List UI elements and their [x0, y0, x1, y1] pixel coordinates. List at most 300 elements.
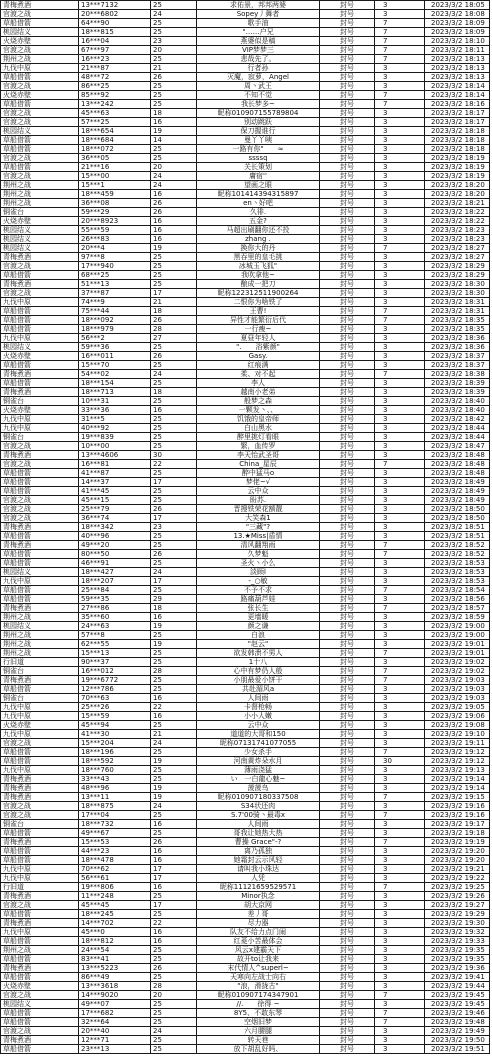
account-cell: 25***26	[79, 703, 151, 712]
table-row	[1, 883, 490, 892]
server-cell: 官渡之战	[1, 991, 79, 1000]
action-cell: 封号	[320, 541, 375, 550]
table-row	[1, 397, 490, 406]
time-cell: 2023/3/2 18:11	[425, 46, 490, 55]
table-row	[1, 784, 490, 793]
days-cell: 3	[375, 82, 425, 91]
time-cell: 2023/3/2 18:09	[425, 28, 490, 37]
level-cell: 26	[151, 550, 197, 559]
server-cell: 官渡之战	[1, 289, 79, 298]
days-cell: 3	[375, 919, 425, 928]
days-cell: 7	[375, 19, 425, 28]
level-cell: 25	[151, 829, 197, 838]
action-cell: 封号	[320, 217, 375, 226]
time-cell: 2023/3/2 18:53	[425, 568, 490, 577]
level-cell: 25	[151, 280, 197, 289]
account-cell: 70***63	[79, 694, 151, 703]
level-cell: 19	[151, 622, 197, 631]
time-cell: 2023/3/2 18:18	[425, 127, 490, 136]
action-cell: 封号	[320, 739, 375, 748]
server-cell: 荆州之战	[1, 181, 79, 190]
server-cell: 草船借箭	[1, 586, 79, 595]
action-cell: 封号	[320, 334, 375, 343]
account-cell: 18***342	[79, 523, 151, 532]
level-cell: 25	[151, 55, 197, 64]
level-cell: 25	[151, 82, 197, 91]
server-cell: 九伐中原	[1, 577, 79, 586]
table-row	[1, 1045, 490, 1054]
time-cell: 2023/3/2 18:52	[425, 541, 490, 550]
account-cell: 15***59	[79, 712, 151, 721]
nickname-cell: 不知不觉	[197, 91, 320, 100]
table-row	[1, 181, 490, 190]
level-cell: 25	[151, 361, 197, 370]
action-cell: 封号	[320, 226, 375, 235]
time-cell: 2023/3/2 19:41	[425, 973, 490, 982]
table-row	[1, 748, 490, 757]
table-row	[1, 658, 490, 667]
action-cell: 封号	[320, 973, 375, 982]
days-cell: 3	[375, 712, 425, 721]
server-cell: 铜雀台	[1, 433, 79, 442]
account-cell: 33***43	[79, 775, 151, 784]
nickname-cell: 庸宿''	[197, 172, 320, 181]
level-cell: 25	[151, 766, 197, 775]
days-cell: 7	[375, 1009, 425, 1018]
nickname-cell: 共赴湄风a	[197, 685, 320, 694]
table-row	[1, 676, 490, 685]
nickname-cell: 盼苏.	[197, 496, 320, 505]
action-cell: 封号	[320, 388, 375, 397]
nickname-cell: S.7'00骑丶最毒x	[197, 811, 320, 820]
time-cell: 2023/3/2 18:53	[425, 577, 490, 586]
days-cell: 3	[375, 955, 425, 964]
action-cell: 封号	[320, 316, 375, 325]
time-cell: 2023/3/2 18:23	[425, 235, 490, 244]
days-cell: 3	[375, 190, 425, 199]
table-row	[1, 118, 490, 127]
nickname-cell: 我长梦多~	[197, 100, 320, 109]
days-cell: 7	[375, 541, 425, 550]
time-cell: 2023/3/2 18:13	[425, 64, 490, 73]
time-cell: 2023/3/2 18:27	[425, 244, 490, 253]
account-cell: 45***15	[79, 496, 151, 505]
server-cell: 九伐中原	[1, 703, 79, 712]
table-body	[1, 1, 490, 1054]
server-cell: 草船借箭	[1, 1009, 79, 1018]
nickname-cell: 空烟旧梦	[197, 1018, 320, 1027]
action-cell: 封号	[320, 640, 375, 649]
level-cell: 25	[151, 748, 197, 757]
level-cell: 24	[151, 172, 197, 181]
server-cell: 九伐中原	[1, 64, 79, 73]
account-cell: 15***204	[79, 739, 151, 748]
server-cell: 官渡之战	[1, 10, 79, 19]
account-cell: 15***13	[79, 649, 151, 658]
server-cell: 九伐中原	[1, 865, 79, 874]
days-cell: 3	[375, 505, 425, 514]
action-cell: 封号	[320, 784, 375, 793]
table-row	[1, 640, 490, 649]
level-cell: 16	[151, 847, 197, 856]
server-cell: 草船借箭	[1, 316, 79, 325]
table-row	[1, 865, 490, 874]
time-cell: 2023/3/2 18:50	[425, 505, 490, 514]
account-cell: 10***00	[79, 442, 151, 451]
account-cell: 41***87	[79, 469, 151, 478]
table-row	[1, 766, 490, 775]
time-cell: 2023/3/2 18:17	[425, 118, 490, 127]
table-row	[1, 685, 490, 694]
account-cell: 49***07	[79, 1000, 151, 1009]
time-cell: 2023/3/2 18:48	[425, 469, 490, 478]
account-cell: 19***839	[79, 433, 151, 442]
table-row	[1, 631, 490, 640]
days-cell: 3	[375, 136, 425, 145]
days-cell: 3	[375, 442, 425, 451]
level-cell: 25	[151, 424, 197, 433]
days-cell: 7	[375, 91, 425, 100]
nickname-cell: zhang .	[197, 235, 320, 244]
level-cell: 16	[151, 928, 197, 937]
level-cell: 26	[151, 208, 197, 217]
level-cell: 16	[151, 820, 197, 829]
nickname-cell: 不予不求	[197, 586, 320, 595]
account-cell: 18***427	[79, 568, 151, 577]
days-cell: 7	[375, 100, 425, 109]
account-cell: 57***25	[79, 118, 151, 127]
server-cell: 铜雀台	[1, 397, 79, 406]
server-cell: 九伐中原	[1, 874, 79, 883]
time-cell: 2023/3/2 19:21	[425, 865, 490, 874]
nickname-cell: en丶好吧	[197, 199, 320, 208]
server-cell: 草船借箭	[1, 478, 79, 487]
server-cell: 草船借箭	[1, 379, 79, 388]
time-cell: 2023/3/2 19:01	[425, 640, 490, 649]
account-cell: 55***59	[79, 226, 151, 235]
nickname-cell: 白浪	[197, 631, 320, 640]
level-cell: 25	[151, 343, 197, 352]
action-cell: 封号	[320, 874, 375, 883]
table-row	[1, 352, 490, 361]
action-cell: 封号	[320, 1000, 375, 1009]
action-cell: 封号	[320, 1, 375, 10]
account-cell: 13***11	[79, 793, 151, 802]
nickname-cell: 卡督枪畅	[197, 703, 320, 712]
table-row	[1, 442, 490, 451]
level-cell: 18	[151, 109, 197, 118]
action-cell: 封号	[320, 478, 375, 487]
action-cell: 封号	[320, 424, 375, 433]
table-row	[1, 730, 490, 739]
nickname-cell: 河南黄炸朵水月	[197, 757, 320, 766]
level-cell: 25	[151, 253, 197, 262]
table-row	[1, 226, 490, 235]
time-cell: 2023/3/2 18:18	[425, 136, 490, 145]
nickname-cell: 别动跳跃	[197, 118, 320, 127]
table-row	[1, 469, 490, 478]
action-cell: 封号	[320, 919, 375, 928]
server-cell: 青梅煮酒	[1, 964, 79, 973]
days-cell: 3	[375, 235, 425, 244]
table-row	[1, 568, 490, 577]
server-cell: 铜雀台	[1, 694, 79, 703]
account-cell: 18***815	[79, 28, 151, 37]
level-cell: 26	[151, 316, 197, 325]
account-cell: 18***979	[79, 325, 151, 334]
days-cell: 3	[375, 64, 425, 73]
days-cell: 3	[375, 352, 425, 361]
time-cell: 2023/3/2 18:08	[425, 10, 490, 19]
action-cell: 封号	[320, 982, 375, 991]
level-cell: 24	[151, 802, 197, 811]
days-cell: 3	[375, 1036, 425, 1045]
nickname-cell: 张长生	[197, 604, 320, 613]
days-cell: 3	[375, 280, 425, 289]
nickname-cell: 饥饿的皇帝师	[197, 415, 320, 424]
nickname-cell: 放下胡乱好吗、	[197, 1045, 320, 1054]
account-cell: 20***40	[79, 1027, 151, 1036]
account-cell: 13***7132	[79, 1, 151, 10]
nickname-cell: 天寒向左战士向右	[197, 973, 320, 982]
time-cell: 2023/3/2 18:29	[425, 271, 490, 280]
nickname-cell: 求佑景，邦邦两婆	[197, 1, 320, 10]
table-row	[1, 28, 490, 37]
account-cell: 18***072	[79, 145, 151, 154]
table-row	[1, 100, 490, 109]
account-cell: 51***13	[79, 280, 151, 289]
action-cell: 封号	[320, 271, 375, 280]
nickname-cell: 一颗发丶、、	[197, 406, 320, 415]
account-cell: 59***35	[79, 595, 151, 604]
level-cell: 25	[151, 91, 197, 100]
action-cell: 封号	[320, 658, 375, 667]
time-cell: 2023/3/2 18:14	[425, 91, 490, 100]
table-row	[1, 757, 490, 766]
server-cell: 荆州之战	[1, 613, 79, 622]
server-cell: 桃园结义	[1, 568, 79, 577]
account-cell: 80***50	[79, 550, 151, 559]
action-cell: 封号	[320, 190, 375, 199]
days-cell: 3	[375, 289, 425, 298]
account-cell: 35***60	[79, 613, 151, 622]
level-cell: 25	[151, 100, 197, 109]
time-cell: 2023/3/2 18:23	[425, 226, 490, 235]
account-cell: 18***154	[79, 379, 151, 388]
time-cell: 2023/3/2 18:38	[425, 370, 490, 379]
action-cell: 封号	[320, 127, 375, 136]
table-row	[1, 694, 490, 703]
table-row	[1, 253, 490, 262]
account-cell: 20***6802	[79, 10, 151, 19]
table-row	[1, 775, 490, 784]
level-cell: 25	[151, 685, 197, 694]
days-cell: 3	[375, 10, 425, 19]
days-cell: 7	[375, 748, 425, 757]
level-cell: 25	[151, 541, 197, 550]
time-cell: 2023/3/2 18:13	[425, 55, 490, 64]
time-cell: 2023/3/2 18:44	[425, 433, 490, 442]
table-row	[1, 514, 490, 523]
table-row	[1, 64, 490, 73]
table-row	[1, 307, 490, 316]
action-cell: 封号	[320, 838, 375, 847]
action-cell: 封号	[320, 496, 375, 505]
server-cell: 草船借箭	[1, 829, 79, 838]
table-row	[1, 154, 490, 163]
days-cell: 3	[375, 865, 425, 874]
server-cell: 青梅煮酒	[1, 253, 79, 262]
time-cell: 2023/3/2 19:27	[425, 901, 490, 910]
days-cell: 3	[375, 298, 425, 307]
nickname-cell: "三藏"?	[197, 523, 320, 532]
account-cell: 11***248	[79, 892, 151, 901]
account-cell: 59***29	[79, 208, 151, 217]
action-cell: 封号	[320, 568, 375, 577]
server-cell: 九伐中原	[1, 766, 79, 775]
level-cell: 17	[151, 577, 197, 586]
time-cell: 2023/3/2 18:10	[425, 37, 490, 46]
time-cell: 2023/3/2 18:49	[425, 496, 490, 505]
time-cell: 2023/3/2 18:13	[425, 73, 490, 82]
action-cell: 封号	[320, 865, 375, 874]
nickname-cell: 昵称01090715578980​4	[197, 109, 320, 118]
action-cell: 封号	[320, 811, 375, 820]
time-cell: 2023/3/2 18:31	[425, 307, 490, 316]
server-cell: 火烧赤壁	[1, 91, 79, 100]
days-cell: 3	[375, 784, 425, 793]
nickname-cell: 风云x建霸天下	[197, 946, 320, 955]
action-cell: 封号	[320, 1018, 375, 1027]
server-cell: 桃园结义	[1, 235, 79, 244]
time-cell: 2023/3/2 18:47	[425, 442, 490, 451]
account-cell: 21***16	[79, 163, 151, 172]
account-cell: 32***64	[79, 1018, 151, 1027]
server-cell: 桃园结义	[1, 1000, 79, 1009]
account-cell: 18***654	[79, 127, 151, 136]
time-cell: 2023/3/2 18:35	[425, 316, 490, 325]
action-cell: 封号	[320, 280, 375, 289]
nickname-cell: "浪，滑拢古"	[197, 982, 320, 991]
action-cell: 封号	[320, 370, 375, 379]
action-cell: 封号	[320, 829, 375, 838]
nickname-cell: 小朋最爱小饼干	[197, 676, 320, 685]
time-cell: 2023/3/2 19:32	[425, 928, 490, 937]
nickname-cell: 歌手油	[197, 19, 320, 28]
action-cell: 封号	[320, 523, 375, 532]
table-row	[1, 622, 490, 631]
action-cell: 封号	[320, 352, 375, 361]
level-cell: 25	[151, 532, 197, 541]
action-cell: 封号	[320, 397, 375, 406]
time-cell: 2023/3/2 19:45	[425, 1000, 490, 1009]
time-cell: 2023/3/2 19:08	[425, 721, 490, 730]
time-cell: 2023/3/2 19:02	[425, 658, 490, 667]
days-cell: 3	[375, 892, 425, 901]
days-cell: 7	[375, 604, 425, 613]
action-cell: 封号	[320, 181, 375, 190]
account-cell: 16***011	[79, 352, 151, 361]
days-cell: 3	[375, 496, 425, 505]
table-row	[1, 199, 490, 208]
server-cell: 桃园结义	[1, 226, 79, 235]
action-cell: 封号	[320, 550, 375, 559]
account-cell: 49***67	[79, 829, 151, 838]
level-cell: 16	[151, 235, 197, 244]
account-cell: 74***9	[79, 298, 151, 307]
table-row	[1, 379, 490, 388]
time-cell: 2023/3/2 19:03	[425, 676, 490, 685]
days-cell: 3	[375, 226, 425, 235]
account-cell: 49***20	[79, 541, 151, 550]
server-cell: 青梅煮酒	[1, 388, 79, 397]
account-cell: 18***478	[79, 856, 151, 865]
nickname-cell: 路痛葫芦娃	[197, 595, 320, 604]
level-cell: 16	[151, 883, 197, 892]
days-cell: 3	[375, 631, 425, 640]
nickname-cell: 黑吞里的皇毛挑	[197, 253, 320, 262]
table-row	[1, 541, 490, 550]
nickname-cell: 昵称101414394315897	[197, 190, 320, 199]
days-cell: 3	[375, 406, 425, 415]
days-cell: 7	[375, 667, 425, 676]
level-cell: 18	[151, 307, 197, 316]
table-row	[1, 136, 490, 145]
days-cell: 3	[375, 514, 425, 523]
server-cell: 青梅煮酒	[1, 541, 79, 550]
nickname-cell: 我吹拿他~	[197, 271, 320, 280]
table-row	[1, 964, 490, 973]
nickname-cell: ssssq	[197, 154, 320, 163]
level-cell: 25	[151, 649, 197, 658]
server-cell: 草船借箭	[1, 757, 79, 766]
days-cell: 3	[375, 433, 425, 442]
action-cell: 封号	[320, 856, 375, 865]
table-row	[1, 55, 490, 64]
time-cell: 2023/3/2 19:48	[425, 1018, 490, 1027]
level-cell: 25	[151, 631, 197, 640]
level-cell: 24	[151, 10, 197, 19]
days-cell: 3	[375, 262, 425, 271]
account-cell: 36***05	[79, 154, 151, 163]
nickname-cell: 人凭	[197, 874, 320, 883]
time-cell: 2023/3/2 19:25	[425, 883, 490, 892]
server-cell: 草船借箭	[1, 325, 79, 334]
days-cell: 3	[375, 613, 425, 622]
nickname-cell: 异性才能繁衍后代	[197, 316, 320, 325]
level-cell: 16	[151, 937, 197, 946]
action-cell: 封号	[320, 946, 375, 955]
table-row	[1, 667, 490, 676]
table-row	[1, 802, 490, 811]
level-cell: 26	[151, 505, 197, 514]
account-cell: 25***79	[79, 505, 151, 514]
level-cell: 22	[151, 460, 197, 469]
action-cell: 封号	[320, 415, 375, 424]
level-cell: 25	[151, 955, 197, 964]
action-cell: 封号	[320, 748, 375, 757]
server-cell: 官渡之战	[1, 460, 79, 469]
time-cell: 2023/3/2 18:09	[425, 19, 490, 28]
account-cell: 75***44	[79, 307, 151, 316]
time-cell: 2023/3/2 18:16	[425, 100, 490, 109]
level-cell: 25	[151, 154, 197, 163]
action-cell: 封号	[320, 361, 375, 370]
nickname-cell: 圣火丶小么	[197, 559, 320, 568]
nickname-cell: 王曹!	[197, 307, 320, 316]
nickname-cell: 人间雨	[197, 820, 320, 829]
days-cell: 3	[375, 685, 425, 694]
